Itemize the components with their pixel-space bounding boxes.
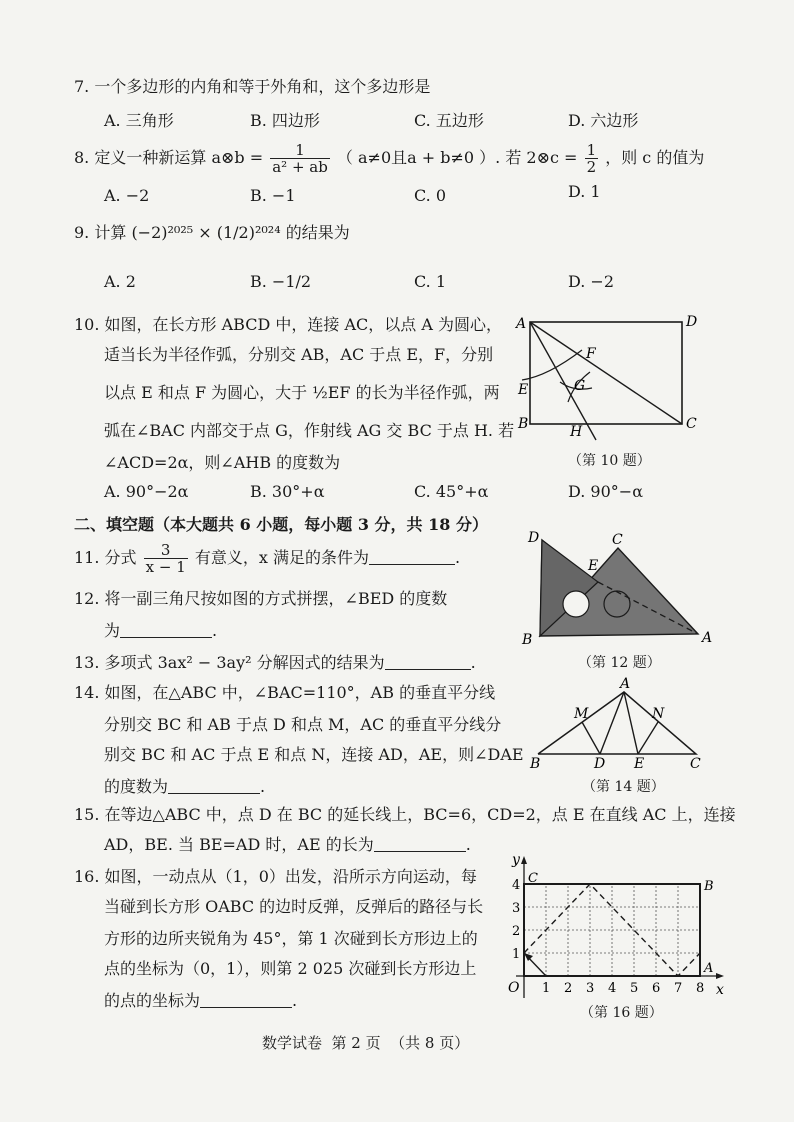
q16-x-arrow <box>716 973 724 979</box>
q10-line-2: 适当长为半径作弧，分别交 AB，AC 于点 E，F，分别 <box>104 345 494 364</box>
q9-stem: 9. 计算 (−2)²⁰²⁵ × (1/2)²⁰²⁴ 的结果为 <box>74 223 350 242</box>
q10-arc-ef <box>522 350 582 380</box>
q11-frac-num: 3 <box>144 542 188 559</box>
q16-grid <box>524 884 700 976</box>
q14-label-e: E <box>634 756 645 772</box>
q11-stem <box>74 538 460 578</box>
q8-option-c: C. 0 <box>414 186 447 205</box>
q8-frac-den: a² + ab <box>272 158 328 176</box>
q14-figure <box>524 676 710 772</box>
q10-diagonal-ac <box>530 322 682 424</box>
page-footer: 数学试卷 第 2 页 （共 8 页） <box>262 1034 470 1052</box>
q7-option-b: B. 四边形 <box>250 111 320 130</box>
q14-end: . <box>260 777 266 796</box>
q16-line-1: 16. 如图，一动点从（1，0）出发，沿所示方向运动，每 <box>74 867 477 886</box>
q16-x-tick-label: 7 <box>674 981 683 996</box>
q10-label-e: E <box>518 382 529 398</box>
q16-x-tick-label: 5 <box>630 981 639 996</box>
q12-label-b: B <box>522 632 533 648</box>
q12-prefix: 为 <box>104 621 121 640</box>
q14-label-a: A <box>620 676 631 692</box>
q16-y-tick-label: 1 <box>512 947 521 962</box>
q11-suffix: 有意义，x 满足的条件为 <box>194 548 369 567</box>
q11-fraction <box>144 542 188 575</box>
q12-hole-1 <box>563 591 589 617</box>
q16-y-arrow <box>521 856 527 864</box>
q10-caption: （第 10 题） <box>568 453 651 469</box>
q15-line-2 <box>104 830 471 860</box>
q10-label-h: H <box>570 424 583 440</box>
q10-line-3: 以点 E 和点 F 为圆心，大于 ½EF 的长为半径作弧，两 <box>104 383 500 402</box>
q16-label-origin: O <box>508 980 520 996</box>
q12-label-d: D <box>528 530 540 546</box>
q10-line-5: ∠ACD=2α，则∠AHB 的度数为 <box>104 453 341 472</box>
q10-label-f: F <box>586 346 596 362</box>
q16-line-4: 点的坐标为（0，1），则第 2 025 次碰到长方形边上 <box>104 959 477 978</box>
q8-option-a: A. −2 <box>104 186 150 205</box>
q16-x-tick-label: 3 <box>586 981 595 996</box>
q14-line-2: 分别交 BC 和 AB 于点 D 和点 M，AC 的垂直平分线分 <box>104 715 502 734</box>
q8-half-num: 1 <box>586 141 597 159</box>
q10-option-b: B. 30°+α <box>250 482 325 501</box>
q16-label-c: C <box>528 871 538 886</box>
q11-prefix: 11. 分式 <box>74 548 137 567</box>
q14-label-m: M <box>574 706 589 722</box>
q14-label-b: B <box>530 756 541 772</box>
q11-end: . <box>454 548 461 567</box>
q8-option-b: B. −1 <box>250 186 296 205</box>
q10-option-c: C. 45°+α <box>414 482 489 501</box>
q12-line-1: 12. 将一副三角尺按如图的方式拼摆，∠BED 的度数 <box>74 589 448 608</box>
q8-half-fraction <box>585 142 599 175</box>
q16-y-tick-label: 3 <box>512 901 521 916</box>
q12-label-a: A <box>702 630 713 646</box>
q16-first-arrow <box>524 953 533 961</box>
q14-label-d: D <box>594 756 606 772</box>
q14-answer-blank[interactable] <box>168 775 260 794</box>
q10-label-d: D <box>686 314 698 330</box>
q12-line-2 <box>104 616 217 646</box>
q14-label-n: N <box>652 706 665 722</box>
q16-line-2: 当碰到长方形 OABC 的边时反弹，反弹后的路径与长 <box>104 897 484 916</box>
q10-figure <box>508 306 708 444</box>
q15-answer-blank[interactable] <box>374 833 466 852</box>
q8-suffix: ，则 c 的值为 <box>605 148 705 167</box>
q7-stem: 7. 一个多边形的内角和等于外角和，这个多边形是 <box>74 77 431 96</box>
q9-option-b: B. −1/2 <box>250 272 312 291</box>
q12-label-c: C <box>612 532 623 548</box>
q16-x-tick-label: 2 <box>564 981 573 996</box>
q13-text: 13. 多项式 3ax² − 3ay² 分解因式的结果为 <box>74 653 385 672</box>
q16-end: . <box>292 991 298 1010</box>
q12-end: . <box>212 621 218 640</box>
q8-stem <box>74 138 704 178</box>
q10-label-c: C <box>686 416 697 432</box>
q16-label-b: B <box>704 879 714 894</box>
q16-x-tick-labels <box>542 981 704 996</box>
q15-prefix: AD，BE. 当 BE=AD 时，AE 的长为 <box>104 835 374 854</box>
q11-answer-blank[interactable] <box>369 546 455 565</box>
section-2-title: 二、填空题（本大题共 6 小题，每小题 3 分，共 18 分） <box>74 515 488 534</box>
q16-figure <box>506 852 734 1002</box>
q16-line-5 <box>104 986 297 1016</box>
q12-figure <box>514 526 718 648</box>
q16-y-tick-label: 4 <box>512 878 521 893</box>
q14-prefix: 的度数为 <box>104 777 169 796</box>
q12-label-e: E <box>588 558 599 574</box>
q16-y-tick-label: 2 <box>512 924 521 939</box>
q9-option-d: D. −2 <box>568 272 615 291</box>
q8-cond: （ a≠0且a + b≠0 ）. 若 2⊗c = <box>336 148 578 167</box>
q10-ray-ag <box>530 322 596 440</box>
q12-answer-blank[interactable] <box>120 619 212 638</box>
q8-frac-num: 1 <box>270 142 330 159</box>
q8-half-den: 2 <box>586 158 597 176</box>
q16-line-3: 方形的边所夹锐角为 45°，第 1 次碰到长方形边上的 <box>104 929 478 948</box>
q7-option-a: A. 三角形 <box>104 111 174 130</box>
q8-option-d: D. 1 <box>568 182 601 201</box>
q16-x-tick-label: 8 <box>696 981 705 996</box>
q15-end: . <box>465 835 471 854</box>
q10-label-g: G <box>574 378 586 394</box>
q16-y-tick-labels <box>512 878 520 962</box>
q8-prefix: 8. 定义一种新运算 a⊗b = <box>74 148 264 167</box>
q14-label-c: C <box>690 756 701 772</box>
q7-option-d: D. 六边形 <box>568 111 639 130</box>
q11-frac-den: x − 1 <box>145 558 186 576</box>
q16-caption: （第 16 题） <box>580 1005 663 1021</box>
q15-line-1: 15. 在等边△ABC 中，点 D 在 BC 的延长线上，BC=6，CD=2，点 E 在直线 AC 上，连接 <box>74 805 736 824</box>
q10-line-4: 弧在∠BAC 内部交于点 G，作射线 AG 交 BC 于点 H. 若 <box>104 421 515 440</box>
q14-caption: （第 14 题） <box>582 779 665 795</box>
q13-answer-blank[interactable] <box>385 651 471 670</box>
q13-stem <box>74 648 476 678</box>
q10-label-a: A <box>516 316 527 332</box>
q8-def-fraction <box>270 142 330 175</box>
q16-x-tick-label: 4 <box>608 981 617 996</box>
q14-line-4 <box>104 772 265 802</box>
q10-label-b: B <box>518 416 529 432</box>
q16-label-y: y <box>512 852 520 868</box>
q13-end: . <box>470 653 476 672</box>
q14-line-1: 14. 如图，在△ABC 中，∠BAC=110°，AB 的垂直平分线 <box>74 683 496 702</box>
q16-answer-blank[interactable] <box>200 989 292 1008</box>
q16-prefix: 的点的坐标为 <box>104 991 201 1010</box>
q16-x-tick-label: 6 <box>652 981 661 996</box>
q10-line-1: 10. 如图，在长方形 ABCD 中，连接 AC，以点 A 为圆心， <box>74 315 502 334</box>
q16-x-tick-label: 1 <box>542 981 551 996</box>
q10-option-d: D. 90°−α <box>568 482 643 501</box>
q10-option-a: A. 90°−2α <box>104 482 189 501</box>
q7-option-c: C. 五边形 <box>414 111 484 130</box>
q14-perp-bisector-ac <box>638 722 658 754</box>
q16-label-a: A <box>704 961 714 976</box>
q9-option-c: C. 1 <box>414 272 447 291</box>
q14-line-3: 别交 BC 和 AC 于点 E 和点 N，连接 AD，AE，则∠DAE <box>104 745 524 764</box>
q14-perp-bisector-ab <box>582 722 600 754</box>
q14-triangle-abc <box>538 692 696 754</box>
q12-caption: （第 12 题） <box>578 655 661 671</box>
q9-option-a: A. 2 <box>104 272 136 291</box>
q16-label-x: x <box>716 982 724 998</box>
